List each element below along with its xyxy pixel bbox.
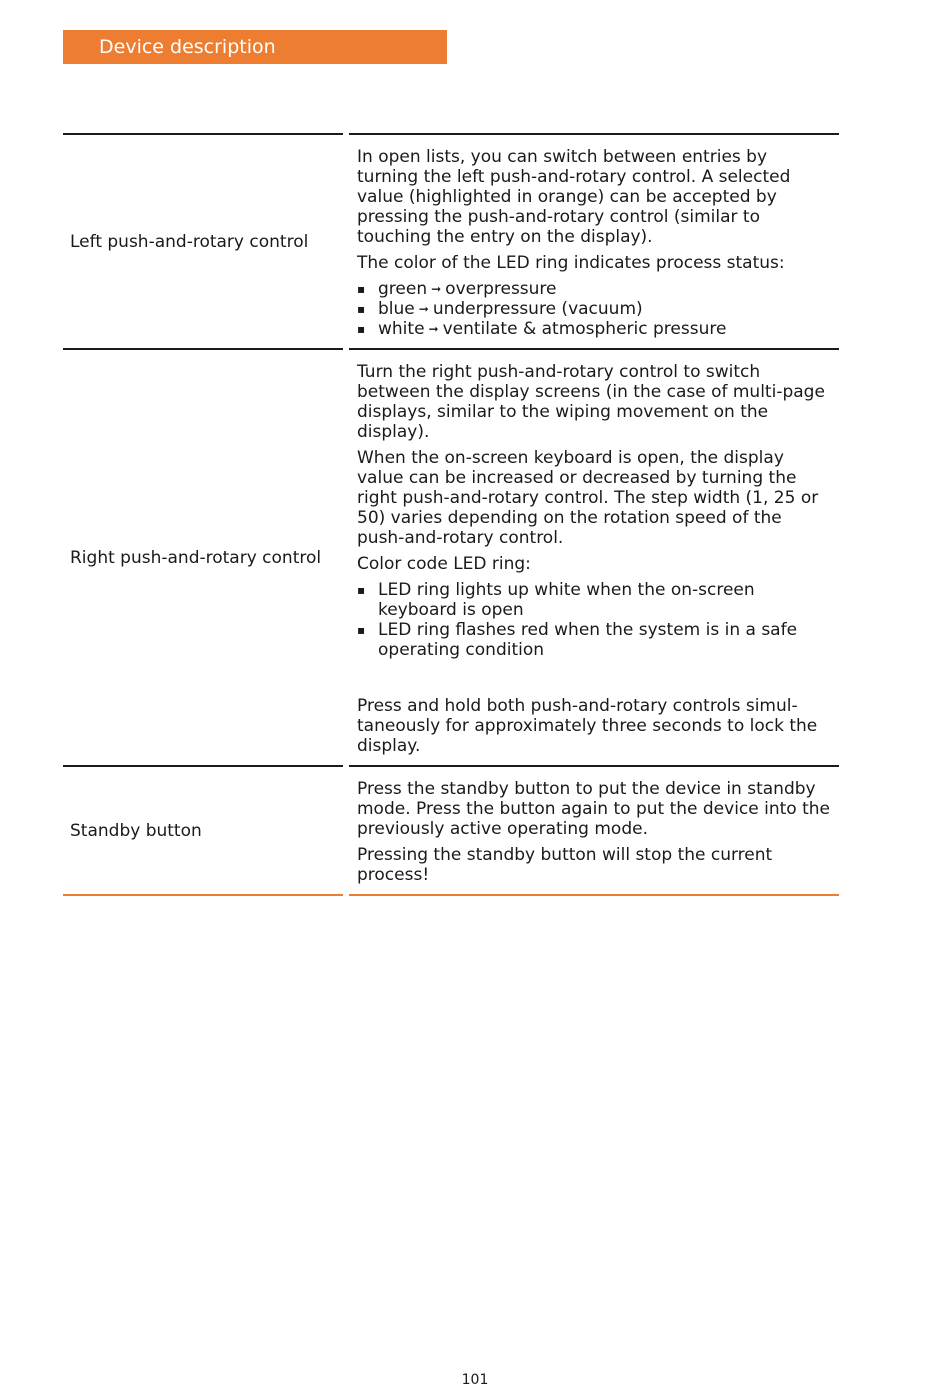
- paragraph: Color code LED ring:: [357, 554, 531, 574]
- row-description: [349, 348, 839, 765]
- table-row: [63, 348, 839, 765]
- row-description: [349, 133, 839, 348]
- led-color-code-list: [357, 580, 831, 660]
- list-item: ▪ blue ➞ underpressure (vacuum): [357, 299, 831, 319]
- list-item: ▪ white ➞ ventilate & atmospheric pressure: [357, 319, 831, 339]
- row-description: [349, 765, 839, 896]
- paragraph: Press and hold both push-and-rotary controls simul-taneously for approximately three seconds to lock the display.: [357, 696, 818, 756]
- description-table: [63, 133, 839, 896]
- led-status-list: [357, 279, 831, 339]
- row-label: Right push-and-rotary control: [63, 348, 343, 765]
- paragraph: When the on-screen keyboard is open, the display value can be increased or decreased by turning the right push-and-rotary control. The step width (1, 25 or 50) varies depending on the rotation speed of the push-and-rotary control.: [357, 448, 819, 548]
- arrow-icon: ➞: [428, 322, 439, 336]
- paragraph: In open lists, you can switch between entries by turning the left push-and-rotary control. A selected value (highlighted in orange) can be accepted by pressing the push-and-rotary control (similar to touching the entry on the display).: [357, 147, 791, 247]
- paragraph: Press the standby button to put the device in standby mode. Press the button again to put the device into the previously active operating mode.: [357, 779, 830, 839]
- spacer: [357, 666, 831, 696]
- section-header: Device description: [63, 30, 447, 64]
- arrow-icon: ➞: [431, 282, 442, 296]
- table-row: [63, 133, 839, 348]
- list-item: ▪ LED ring lights up white when the on-screen keyboard is open: [357, 580, 831, 620]
- row-label: Standby button: [63, 765, 343, 896]
- table-row: [63, 765, 839, 896]
- paragraph: The color of the LED ring indicates process status:: [357, 253, 785, 273]
- arrow-icon: ➞: [418, 302, 429, 316]
- list-item: ▪ LED ring flashes red when the system is in a safe operating condition: [357, 620, 831, 660]
- paragraph: Pressing the standby button will stop the current process!: [357, 845, 773, 885]
- list-item: ▪ green ➞ overpressure: [357, 279, 831, 299]
- paragraph: Turn the right push-and-rotary control to switch between the display screens (in the case of multi-page displays, similar to the wiping movement on the display).: [357, 362, 825, 442]
- row-label: Left push-and-rotary control: [63, 133, 343, 348]
- page-number: 101: [461, 1372, 489, 1388]
